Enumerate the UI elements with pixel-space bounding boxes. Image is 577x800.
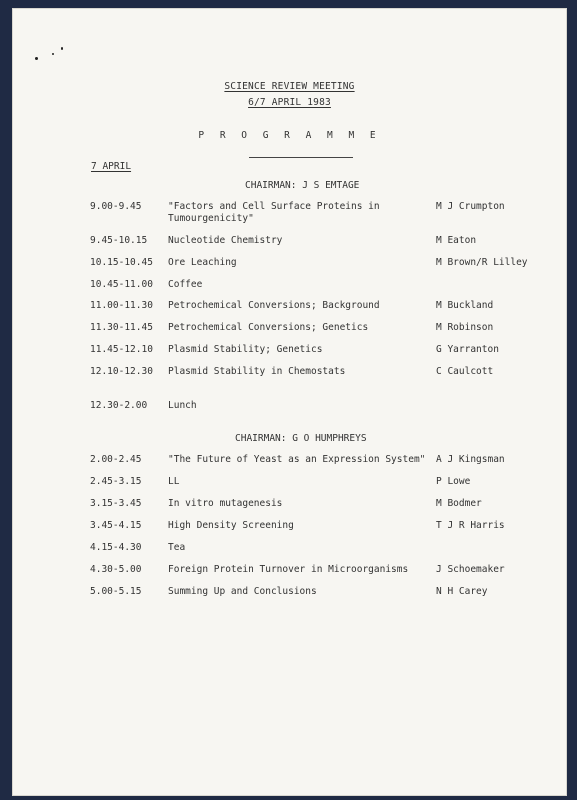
row-speaker: P Lowe (436, 476, 471, 487)
programme-rule (249, 157, 353, 158)
row-title: Coffee (168, 279, 203, 290)
row-speaker: M Robinson (436, 322, 494, 333)
row-time: 10.45-11.00 (90, 279, 153, 290)
row-title: Petrochemical Conversions; Genetics (168, 322, 369, 333)
row-time: 4.30-5.00 (90, 564, 142, 575)
row-speaker: N H Carey (436, 586, 488, 597)
row-speaker: A J Kingsman (436, 454, 505, 465)
row-title: "Factors and Cell Surface Proteins in Tumourgenicity" (168, 201, 380, 224)
row-time: 2.45-3.15 (90, 476, 142, 487)
row-title: Lunch (168, 400, 197, 411)
row-title: Petrochemical Conversions; Background (168, 300, 380, 311)
row-time: 2.00-2.45 (90, 454, 142, 465)
row-time: 12.10-12.30 (90, 366, 153, 377)
row-title: Plasmid Stability; Genetics (168, 344, 323, 355)
ink-speck (61, 47, 63, 50)
row-speaker: M Buckland (436, 300, 494, 311)
row-title: LL (168, 476, 180, 487)
row-speaker: M J Crumpton (436, 201, 505, 212)
row-time: 11.00-11.30 (90, 300, 153, 311)
row-title: "The Future of Yeast as an Expression System" (168, 454, 426, 465)
row-speaker: J Schoemaker (436, 564, 505, 575)
row-time: 11.45-12.10 (90, 344, 153, 355)
row-title: In vitro mutagenesis (168, 498, 283, 509)
ink-speck (52, 53, 54, 55)
meeting-date: 6/7 APRIL 1983 (248, 97, 331, 108)
row-speaker: T J R Harris (436, 520, 505, 531)
row-time: 5.00-5.15 (90, 586, 142, 597)
programme-heading: P R O G R A M M E (198, 130, 381, 141)
row-title: Ore Leaching (168, 257, 237, 268)
row-speaker: M Bodmer (436, 498, 482, 509)
day-label: 7 APRIL (91, 161, 132, 172)
row-time: 9.45-10.15 (90, 235, 148, 246)
ink-speck (35, 57, 38, 60)
row-title: Plasmid Stability in Chemostats (168, 366, 346, 377)
row-title: Nucleotide Chemistry (168, 235, 283, 246)
row-time: 9.00-9.45 (90, 201, 142, 212)
row-time: 11.30-11.45 (90, 322, 153, 333)
session-2-chairman: CHAIRMAN: G O HUMPHREYS (235, 433, 367, 444)
row-title: High Density Screening (168, 520, 294, 531)
row-title: Foreign Protein Turnover in Microorganisms (168, 564, 409, 575)
row-time: 10.15-10.45 (90, 257, 153, 268)
document-page (12, 8, 567, 796)
row-speaker: M Eaton (436, 235, 477, 246)
row-time: 4.15-4.30 (90, 542, 142, 553)
row-time: 3.15-3.45 (90, 498, 142, 509)
session-1-chairman: CHAIRMAN: J S EMTAGE (245, 180, 360, 191)
row-speaker: G Yarranton (436, 344, 499, 355)
row-time: 3.45-4.15 (90, 520, 142, 531)
row-title: Tea (168, 542, 186, 553)
row-title: Summing Up and Conclusions (168, 586, 317, 597)
row-speaker: C Caulcott (436, 366, 494, 377)
meeting-title: SCIENCE REVIEW MEETING (224, 81, 355, 92)
row-time: 12.30-2.00 (90, 400, 148, 411)
row-speaker: M Brown/R Lilley (436, 257, 528, 268)
